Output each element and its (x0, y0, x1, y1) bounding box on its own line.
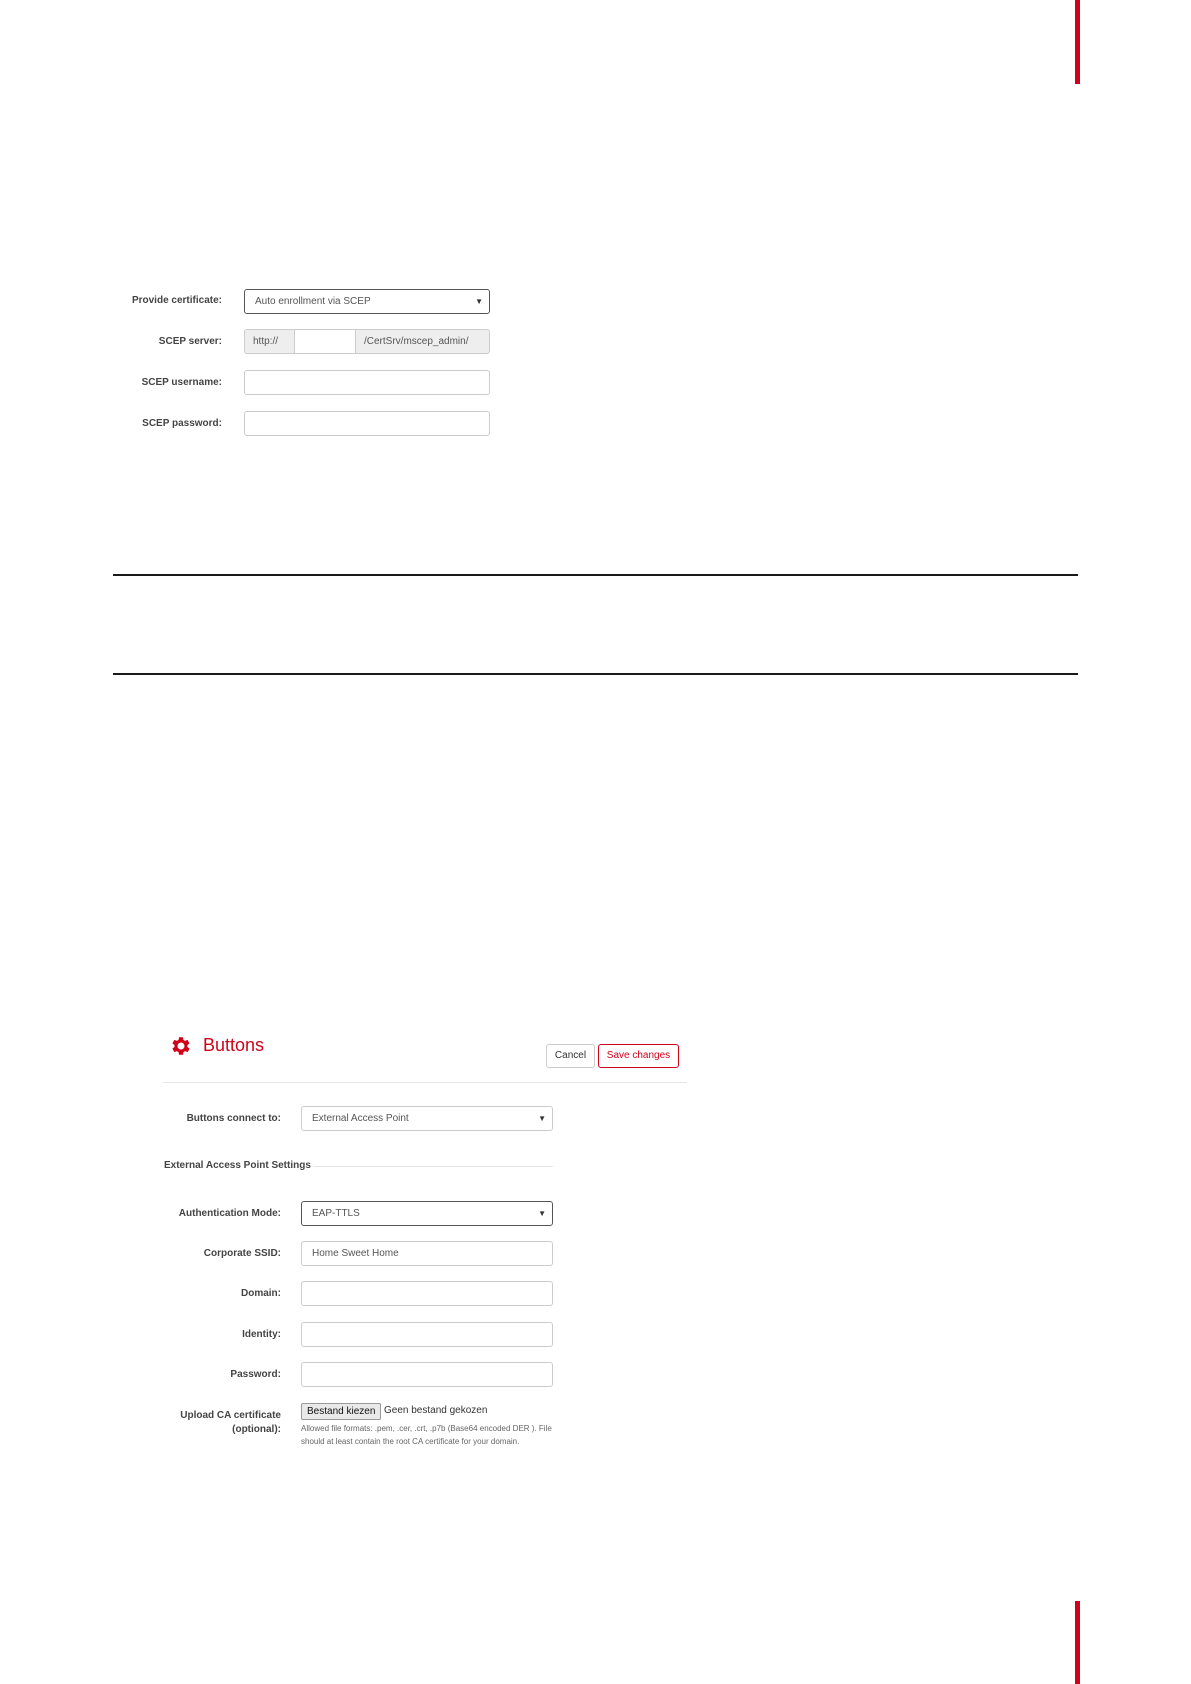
chevron-down-icon: ▼ (475, 297, 483, 306)
scep-username-input[interactable] (244, 370, 490, 395)
chevron-down-icon: ▼ (538, 1114, 546, 1123)
page-marker-bottom (1075, 1601, 1080, 1684)
scep-server-prefix: http:// (244, 329, 295, 354)
save-changes-button[interactable]: Save changes (598, 1044, 679, 1068)
choose-file-button[interactable]: Bestand kiezen (301, 1403, 381, 1420)
identity-label: Identity: (242, 1329, 281, 1340)
divider-bottom (113, 673, 1078, 675)
password-label: Password: (230, 1369, 281, 1380)
scep-server-suffix: /CertSrv/mscep_admin/ (355, 329, 490, 354)
panel-title: Buttons (203, 1035, 265, 1055)
scep-server-input[interactable] (295, 329, 355, 354)
ssid-input[interactable]: Home Sweet Home (301, 1241, 553, 1266)
auth-mode-select[interactable] (301, 1201, 553, 1226)
divider-top (113, 574, 1078, 576)
gear-icon (168, 1034, 192, 1058)
password-input[interactable] (301, 1362, 553, 1387)
page-marker-top (1075, 0, 1080, 84)
connect-select[interactable] (301, 1106, 553, 1131)
auth-mode-label: Authentication Mode: (178, 1208, 281, 1219)
section-divider (313, 1166, 553, 1167)
chevron-down-icon: ▼ (538, 1209, 546, 1218)
upload-help-text: Allowed file formats: .pem, .cer, .crt, .p7b (Base64 encoded DER ). File should at least contain the root CA certificate for your domain. (301, 1424, 552, 1446)
connect-label: Buttons connect to: (186, 1113, 281, 1124)
scep-password-label: SCEP password: (142, 418, 222, 429)
upload-ca-label-line2: (optional): (232, 1424, 281, 1435)
section-title: External Access Point Settings (164, 1160, 311, 1171)
scep-username-label: SCEP username: (141, 377, 222, 388)
upload-ca-label-line1: Upload CA certificate (180, 1410, 281, 1421)
file-status: Geen bestand gekozen (384, 1405, 488, 1416)
scep-server-group (244, 329, 490, 354)
upload-ca-label (163, 1409, 281, 1437)
provide-certificate-label: Provide certificate: (131, 295, 222, 306)
provide-certificate-value: Auto enrollment via SCEP (255, 296, 371, 307)
provide-certificate-select[interactable] (244, 289, 490, 314)
domain-input[interactable] (301, 1281, 553, 1306)
panel-header-divider (163, 1082, 687, 1083)
connect-value: External Access Point (312, 1113, 409, 1124)
identity-input[interactable] (301, 1322, 553, 1347)
scep-password-input[interactable] (244, 411, 490, 436)
ssid-label: Corporate SSID: (203, 1248, 281, 1259)
domain-label: Domain: (241, 1288, 281, 1299)
scep-server-label: SCEP server: (158, 336, 222, 347)
auth-mode-value: EAP-TTLS (312, 1208, 360, 1219)
cancel-button[interactable]: Cancel (546, 1044, 595, 1068)
